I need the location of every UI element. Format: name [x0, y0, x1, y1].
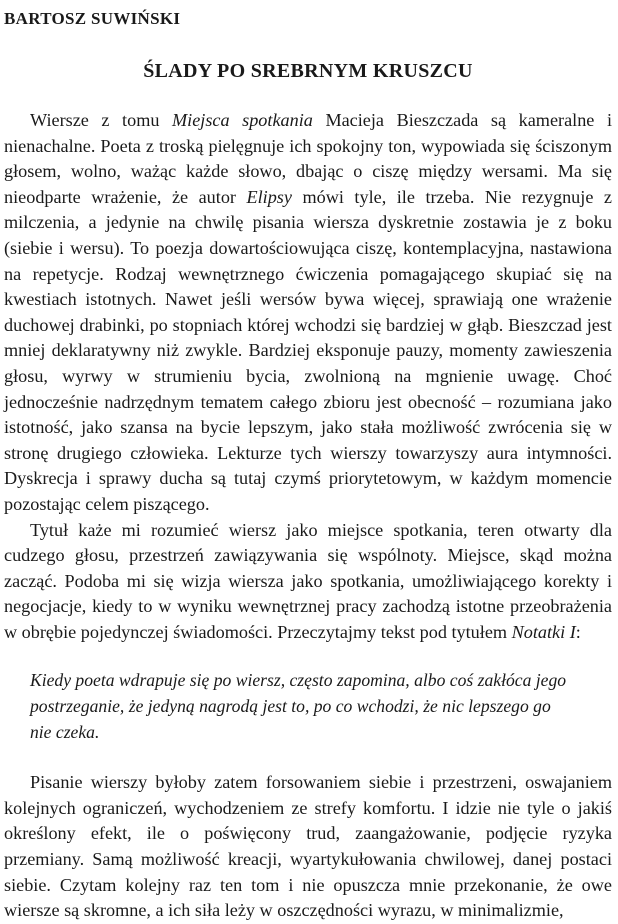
paragraph-3: Pisanie wierszy byłoby zatem forsowaniem siebie i przestrzeni, oswajaniem kolejnych ograniczeń, wychodzeniem ze strefy komfortu. I idzie nie tyle o jakiś określony efekt, ile o poświęcony trud, zaangażowanie, podjęcie ryzyka przemiany. Samą możliwość kreacji, wyartykułowania chwilowej, danej postaci siebie. Czytam kolejny raz ten tom i nie opuszcza mnie przekonanie, że owe wiersze są skromne, a ich siła leży w oszczędności wyrazu, w minimalizmie,: [4, 772, 612, 921]
paragraph-1-text-c: mówi tyle, ile trzeba. Nie rezygnuje z milczenia, a jedynie na chwilę pisania wiersza dyskretnie zostawia je z boku (siebie i wersu). To poezja dowartościowująca ciszę, kontemplacyjna, nastawiona na repetycje. Rodzaj wewnętrznego ćwiczenia pomagającego skupiać się na kwestiach istotnych. Nawet jeśli wersów bywa więcej, sprawiają one wrażenie duchowej drabinki, po stopniach której wchodzi się bardziej w głąb. Bieszczad jest mniej deklaratywny niż zwykle. Bardziej eksponuje pauzy, momenty zawieszenia głosu, wyrwy w strumieniu bycia, zwolnioną na mgnienie uwagę. Choć jednocześnie nadrzędnym tematem całego zbioru jest obecność – rozumiana jako istotność, jako szansa na bycie lepszym, jako stała możliwość zwrócenia się w stronę drugiego człowieka. Lekturze tych wierszy towarzyszy aura intymności. Dyskrecja i sprawy ducha są tutaj czymś priorytetowym, w każdym momencie pozostając celem piszącego.: [4, 186, 612, 514]
paragraph-1-text-a: Wiersze z tomu: [30, 110, 172, 130]
article-title: ŚLADY PO SREBRNYM KRUSZCU: [143, 60, 473, 82]
author-name: BARTOSZ SUWIŃSKI: [4, 9, 181, 28]
book-title-miejsca-spotkania: Miejsca spotkania: [172, 110, 313, 130]
paragraph-2-text-a: Tytuł każe mi rozumieć wiersz jako miejsce spotkania, teren otwarty dla cudzego głosu, przestrzeń zawiązywania się wspólnoty. Miejsce, skąd można zacząć. Podoba mi się wizja wiersza jako spotkania, umożliwiającego korekty i negocjacje, kiedy to w wyniku wewnętrznej pracy zachodzą istotne przeobrażenia w obrębie pojedynczej świadomości. Przeczytajmy tekst pod tytułem: [4, 519, 612, 642]
paragraph-1-text-b: Macieja Bieszczada są kameralne i nienachalne. Poeta z troską pielęgnuje ich spokojny ton, wypowiada się ściszonym głosem, wolno, ważąc każde słowo, dbając o ciszę między wersami. Ma się nieodparte wrażenie, że autor: [4, 110, 612, 207]
paragraph-2: [4, 518, 612, 646]
poem-quote: Kiedy poeta wdrapuje się po wiersz, często zapomina, albo coś zakłóca jego postrzeganie, że jedyną nagrodą jest to, po co wchodzi, że nic lepszego go nie czeka.: [30, 670, 567, 742]
paragraph-2-text-b: :: [575, 621, 581, 642]
paragraph-1: [4, 108, 612, 518]
book-title-elipsy: Elipsy: [246, 186, 292, 207]
poem-title-notatki: Notatki I: [511, 621, 576, 642]
